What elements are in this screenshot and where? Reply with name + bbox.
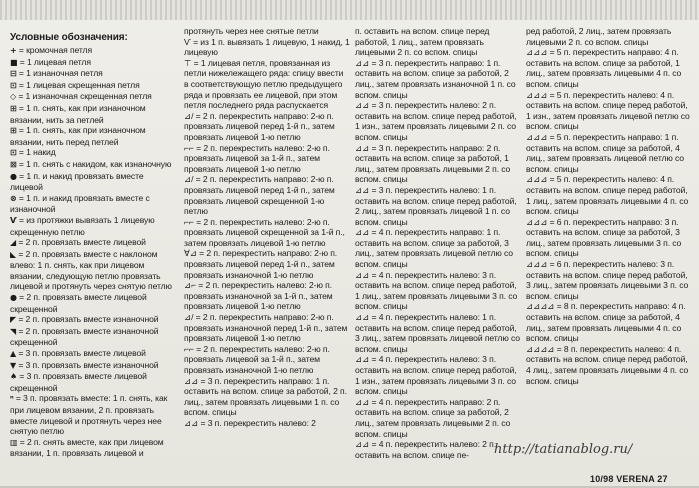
stitch-symbol-icon: Ѵ [10,215,17,225]
stitch-symbol-icon: ⊡ [10,148,17,158]
stitch-symbol-icon: ⊡ [10,80,17,90]
legend-text: = из протяжки вывязать 1 лицевую скрещенную петлю [10,214,155,237]
stitch-description: ⊿⊿⊿ = 6 п. перекрестить направо: 3 п. оставить на вспом. спице за работой, 3 лиц., затем провязать лицевыми 3 п. со вспом. спицы [526,216,682,259]
legend-text: = 1 п. снять, как при изнаночном вязании, нить перед петлей [10,125,146,147]
legend-item [10,292,178,314]
page-folio: 10/98 VERENA 27 [590,474,668,484]
text-column-2 [184,26,350,429]
legend-column [10,32,178,459]
stitch-symbol-icon: ◣ [10,249,17,259]
stitch-symbol-icon: ⊟ [10,69,17,79]
stitch-description: ⌐⌐ = 2 п. перекрестить налево: 2-ю п. провязать лицевой за 1-й п., затем провязать изнаночной 1-ю петлю [184,343,330,375]
legend-item [10,147,178,159]
stitch-description: ⊿⊿ = 4 п. перекрестить налево: 2 п. оставить на вспом. спице пе- [355,439,496,460]
stitch-description: ⊿⊿ = 4 п. перекрестить направо: 2 п. оставить на вспом. спице за работой, 2 лиц., затем провязать лицевыми 2 п. со вспом. спицы [355,396,511,439]
stitch-symbol-icon: ♠ [10,372,18,382]
stitch-description: ⌐⌐ = 2 п. перекрестить налево: 2-ю п. провязать лицевой за 1-й п., затем провязать лицевой 1-ю петлю [184,142,330,174]
stitch-description: ⊿⊿⊿ = 6 п. перекрестить налево: 3 п. оставить на вспом. спице перед работой, 3 лиц., затем провязать лицевыми 3 п. со вспом. спицы [526,259,689,301]
legend-item [10,80,178,92]
legend-text: = кромочная петля [16,45,93,55]
legend-text: = 1 п. и накид провязать вместе лицевой [10,170,144,193]
legend-text: = 3 п. провязать вместе лицевой скрещенной [10,371,147,393]
stitch-symbol-icon: ⁿ [10,394,14,404]
legend-item [10,249,178,292]
legend-item [10,103,178,125]
legend-text: = 2 п. снять вместе, как при лицевом вязании, 1 п. провязать лицевой и [10,436,164,459]
legend-text: = 1 накид [16,147,56,158]
legend-item [10,326,178,348]
stitch-description: п. оставить на вспом. спице перед работой, 1 лиц., затем провязать лицевыми 2 п. со вспом. спицы [355,26,490,58]
stitch-description: ⊿⊿ = 4 п. перекрестить налево: 1 п. оставить на вспом. спице перед работой, 3 лиц., затем провязать лицевой петлю со вспом. спицы [355,312,520,354]
stitch-symbol-icon: ◥ [10,326,17,336]
stitch-description: ⊿/ = 2 п. перекрестить направо: 2-ю п. провязать изнаночной перед 1-й п., затем провязать лицевой 1-ю петлю [184,312,348,344]
legend-text: = 1 изнаночная скрещенная петля [16,91,152,102]
stitch-description: протянуть через нее снятые петли [184,26,319,36]
text-column-4 [526,26,692,386]
legend-item [10,314,178,326]
stitch-symbol-icon: ◢ [10,238,17,248]
legend-item [10,45,178,57]
stitch-description: ⊿⊿ = 4 п. перекрестить налево: 3 п. оставить на вспом. спице перед работой, 1 лиц., затем провязать лицевыми 3 п. со вспом. спицы [355,269,518,312]
stitch-symbol-icon: ⊞ [10,126,17,136]
text-column-3 [355,26,521,460]
legend-text: = 1 п. и накид провязать вместе с изнаночной [10,192,150,215]
stitch-symbol-icon: ▥ [10,437,18,447]
legend-text: = 1 лицевая скрещенная петля [16,79,140,90]
legend-item [10,171,178,193]
legend-item [10,57,178,69]
legend-item [10,159,178,171]
legend-item [10,348,178,360]
stitch-description: ⊿⊿⊿⊿ = 8 п. перекрестить налево: 4 п. оставить на вспом. спице перед работой, 4 лиц., затем провязать лицевыми 4 п. со вспом. спицы [526,343,689,386]
legend-item [10,68,178,80]
stitch-symbol-icon: ⊞ [10,103,17,113]
stitch-description: ⊿⊿ = 3 п. перекрестить направо: 2 п. оставить на вспом. спице за работой, 1 лиц., затем провязать лицевыми 2 п. со вспом. спицы [355,142,511,185]
stitch-symbol-icon: ◤ [10,315,17,325]
stitch-description: ⊿⌐ = 2 п. перекрестить налево: 2-ю п. провязать изнаночной за 1-й п., затем провязать лицевой 1-ю петлю [184,280,333,312]
stitch-description: ⊿/ = 2 п. перекрестить направо: 2-ю п. провязать лицевой перед 1-й п., затем провязать лицевой скрещенной 1-ю петлю [184,174,335,217]
stitch-description: ∀⊿ = 2 п. перекрестить направо: 2-ю п. провязать лицевой перед 1-й п., затем провязать изнаночной 1-ю петлю [184,248,338,280]
stitch-symbol-icon: ● [10,171,17,181]
legend-item [10,215,178,237]
stitch-description: ⊿⊿ = 3 п. перекрестить налево: 2 п. оставить на вспом. спице перед работой, 1 изн., затем провязать лицевыми 2 п. со вспом. спицы [355,100,517,142]
legend-text: = 1 изнаночная петля [16,68,103,79]
legend-text: = 2 п. провязать вместе изнаночной [16,314,159,325]
legend-text: = 3 п. провязать вместе: 1 п. снять, как при лицевом вязании, 2 п. провязать вместе лицевой и протянуть через нее снятую петлю [10,393,168,437]
stitch-description: ⊤ = 1 лицевая петля, провязанная из петли нижележащего ряда: спицу ввести в соответствующую петлю предыдущего ряда и провязать ее лицевой, при этом петля последнего ряда распускается [184,57,344,111]
legend-text: = 3 п. провязать вместе лицевой [16,348,146,359]
stitch-description: ⊿⊿⊿ = 5 п. перекрестить направо: 1 п. оставить на вспом. спице за работой, 4 лиц., затем провязать лицевой петлю со вспом. спицы [526,131,684,174]
legend-item [10,360,178,372]
stitch-description: ⊿⊿ = 3 п. перекрестить направо: 1 п. оставить на вспом. спице за работой, 2 лиц., затем провязать изнаночной 1 п. со вспом. спицы [355,57,516,100]
legend-text: = 1 п. снять с накидом, как изнаночную [16,158,172,169]
legend-item [10,193,178,215]
legend-item [10,125,178,147]
stitch-description: ⊿⊿⊿ = 5 п. перекрестить направо: 4 п. оставить на вспом. спице за работой, 1 лиц., затем провязать лицевыми 4 п. со вспом. спицы [526,47,682,89]
legend-item [10,237,178,249]
stitch-description: ⊿⊿ = 4 п. перекрестить налево: 3 п. оставить на вспом. спице перед работой, 1 изн., затем провязать лицевыми 3 п. со вспом. спицы [355,354,517,397]
stitch-symbol-icon: ⊗ [10,193,17,203]
legend-item [10,437,178,459]
stitch-description: ⊿⊿ = 3 п. перекрестить налево: 2 [184,417,316,428]
legend-text: = 2 п. провязать вместе с наклоном влево: 1 п. снять, как при лицевом вязании, следующую петлю провязать лицевой и протянуть через снятую петлю [10,248,172,292]
stitch-description: ⊿/ = 2 п. перекрестить направо: 2-ю п. провязать лицевой перед 1-й п., затем провязать лицевой 1-ю петлю [184,110,335,142]
legend-item [10,371,178,393]
watermark-url: http://tatianablog.ru/ [494,442,633,457]
legend-item [10,91,178,103]
legend-text: = 1 п. снять, как при изнаночном вязании, нить за петлей [10,102,146,125]
stitch-description: ⊿⊿⊿ = 5 п. перекрестить налево: 4 п. оставить на вспом. спице перед работой, 1 лиц., затем провязать лицевыми 4 п. со вспом. спицы [526,174,689,217]
stitch-symbol-icon: ▼ [10,360,17,370]
stitch-symbol-icon: ▲ [10,349,17,359]
stitch-description: ⊿⊿⊿⊿ = 8 п. перекрестить направо: 4 п. оставить на вспом. спице за работой, 4 лиц., затем провязать лицевыми 4 п. со вспом. спицы [526,301,686,344]
stitch-symbol-icon: ■ [10,57,18,67]
previous-page-edge [0,0,699,20]
legend-text: = 2 п. провязать вместе изнаночной скрещенной [10,325,159,348]
stitch-description: ⊿⊿ = 4 п. перекрестить направо: 1 п. оставить на вспом. спице за работой, 3 лиц., затем провязать лицевой петлю со вспом. спицы [355,227,513,270]
stitch-description: ⊿⊿⊿ = 5 п. перекрестить налево: 4 п. оставить на вспом. спице перед работой, 1 изн., затем провязать лицевой петлю со вспом. спицы [526,89,690,132]
stitch-symbol-icon: ● [10,293,17,303]
stitch-description: ⌐⌐ = 2 п. перекрестить налево: 2-ю п. провязать лицевой скрещенной за 1-й п., затем провязать лицевой 1-ю петлю [184,216,345,248]
legend-item [10,393,178,436]
stitch-symbol-icon: ⊠ [10,159,17,169]
stitch-symbol-icon: + [10,46,17,55]
legend-text: = 2 п. провязать вместе лицевой [16,237,146,248]
stitch-description: ⊿⊿ = 3 п. перекрестить направо: 1 п. оставить на вспом. спице за работой, 2 п. лиц., затем провязать лицевыми 1 п. со вспом. спицы [184,375,347,418]
legend-text: = 3 п. провязать вместе изнаночной [16,359,159,370]
stitch-description: Ѵ = из 1 п. вывязать 1 лицевую, 1 накид, 1 лицевую [184,36,350,58]
legend-text: = 1 лицевая петля [17,56,91,67]
stitch-description: ⊿⊿ = 3 п. перекрестить налево: 1 п. оставить на вспом. спице перед работой, 2 лиц., затем провязать лицевой 1 п. со вспом. спицы [355,184,517,227]
stitch-symbol-icon: ◇ [10,92,17,102]
stitch-description: ред работой, 2 лиц., затем провязать лицевыми 2 п. со вспом. спицы [526,26,672,47]
legend-title: Условные обозначения: [10,32,128,43]
legend-text: = 2 п. провязать вместе лицевой скрещенной [10,292,147,314]
